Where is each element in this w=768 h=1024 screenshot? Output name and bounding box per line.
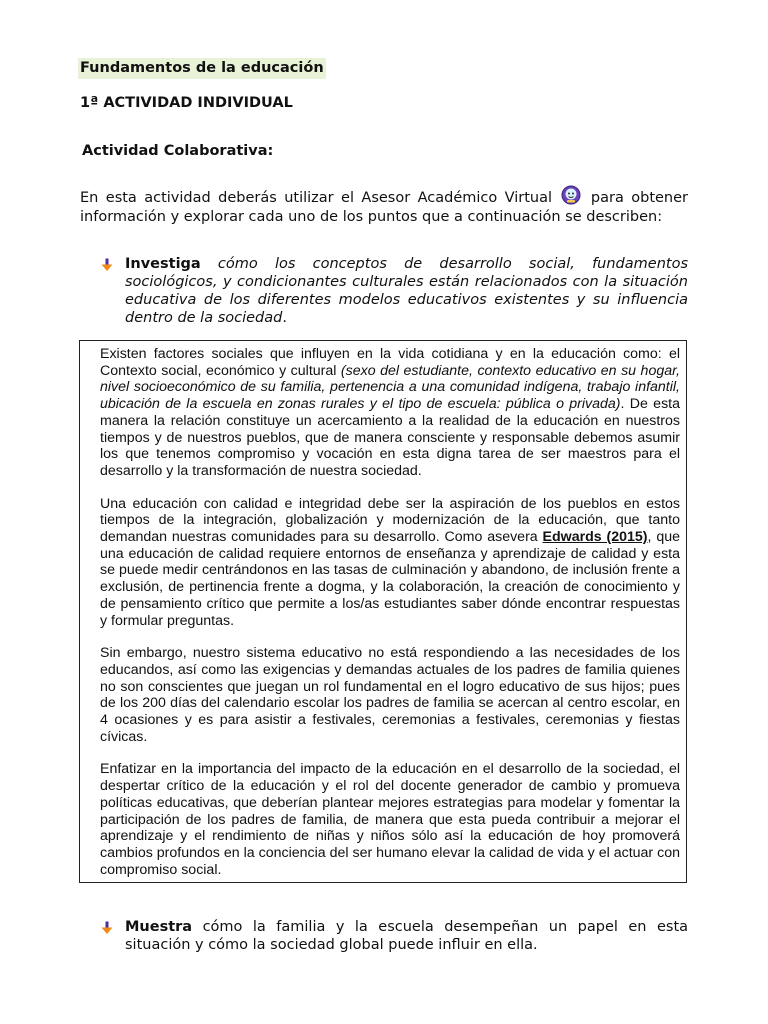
intro-text-start: En esta actividad deberás utilizar el Asesor Académico Virtual <box>80 190 553 206</box>
list-item-text <box>125 918 688 954</box>
box-paragraph-1 <box>86 346 680 480</box>
activity-heading: 1ª ACTIVIDAD INDIVIDUAL <box>80 95 293 111</box>
keyword-muestra: Muestra <box>125 919 193 935</box>
p1-italic: (sexo del estudiante, contexto educativo en su hogar, nivel socioeconómico de su familia, pertenencia a una comunidad indígena, trabajo infantil, ubicación de la escuela en zonas rurales y el tipo de escuela: pública o privada) <box>100 362 680 413</box>
box-paragraph-3: Sin embargo, nuestro sistema educativo no está respondiendo a las necesidades de los educandos, así como las exigencias y demandas actuales de los padres de familia quienes no son conscientes que juegan un rol fundamental en el logro educativo de sus hijos; pues de los 200 días del calendario escolar los padres de familia se acercan al centro escolar, en 4 ocasiones y es para asistir a festivales, ceremonias a festivales, ceremonias y fiestas cívicas. <box>100 645 680 745</box>
document-title: Fundamentos de la educación <box>78 58 326 79</box>
keyword-investiga: Investiga <box>125 256 201 272</box>
list-item-text <box>125 255 688 327</box>
answer-text-box <box>79 340 687 883</box>
list-item-investiga <box>100 255 688 327</box>
arrow-bullet-icon <box>100 921 114 935</box>
box-paragraph-4: Enfatizar en la importancia del impacto de la educación en el desarrollo de la sociedad, el despertar crítico de la educación y el rol del docente generador de cambio y promueva políticas educativas, que deberían plantear mejores estrategias para modelar y fomentar la participación de los padres de familia, de manera que esta pueda contribuir a mejorar el aprendizaje y el rendimiento de niñas y niños sólo así la educación de hoy promoverá cambios profundos en la conciencia del ser humano elevar la calidad de vida y el actuar con compromiso social. <box>100 761 680 878</box>
p1-end: . De esta manera la relación constituye un acercamiento a la realidad de la educación en nuestros tiempos y de nuestros pueblos, que de manera consciente y responsable debemos asumir los que tenemos compromiso y vocación en esta digna tarea de ser maestros para el desarrollo y la transformación de nuestra sociedad. <box>100 396 680 479</box>
intro-paragraph <box>80 185 688 226</box>
p2-end: , que una educación de calidad requiere entornos de enseñanza y aprendizaje de calidad y esta se puede medir centrándonos en las tasas de culminación y abandono, de inclusión frente a exclusión, de pertinencia frente a dogma, y la colaboración, la creación de conocimiento y de pensamiento crítico que permite a los/as estudiantes saber dónde encontrar respuestas y formular preguntas. <box>100 529 680 629</box>
bullet-description: cómo la familia y la escuela desempeñan un papel en esta situación y cómo la sociedad global puede influir en ella. <box>125 919 689 953</box>
virtual-advisor-icon[interactable] <box>561 185 581 205</box>
list-item-muestra <box>100 918 688 954</box>
bullet-description: cómo los conceptos de desarrollo social, fundamentos sociológicos, y condicionantes culturales están relacionados con la situación educativa de los diferentes modelos educativos existentes y su influencia dentro de la sociedad <box>125 256 688 326</box>
collaborative-heading <box>80 142 273 160</box>
p1-start: Existen factores sociales que influyen en la vida cotidiana y en la educación como: el Contexto social, económico y cultural <box>100 346 680 379</box>
bullet-end-punct: . <box>282 310 287 326</box>
arrow-bullet-icon <box>100 258 114 272</box>
collaborative-heading-text: Actividad Colaborativa: <box>82 143 274 159</box>
p2-start: Una educación con calidad e integridad debe ser la aspiración de los pueblos en estos tiempos de la integración, globalización y modernización de la educación, que tanto demandan nuestras comunidades para su desarrollo. Como asevera <box>100 495 680 546</box>
citation-link[interactable]: Edwards (2015) <box>542 529 648 546</box>
intro-text-end: para obtener información y explorar cada uno de los puntos que a continuación se describen: <box>80 190 688 225</box>
box-paragraph-2 <box>86 496 680 630</box>
